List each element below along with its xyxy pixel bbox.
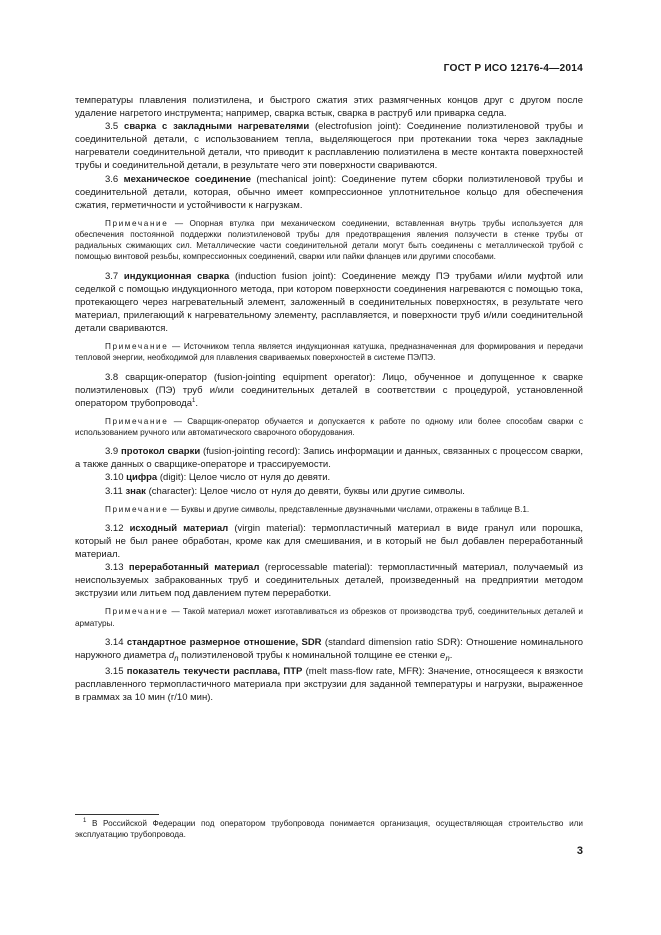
footnote xyxy=(75,818,583,841)
footnote-reference[interactable]: 1 xyxy=(192,397,196,404)
symbol-e: e xyxy=(440,649,446,661)
clause-3-8 xyxy=(75,371,583,410)
clause-3-5 xyxy=(75,120,583,172)
footnote-text: В Российской Федерации под оператором трубопровода понимается организация, осуществляющая строительство или эксплуатацию трубопровода. xyxy=(75,819,584,840)
clause-term-plain: сварщик-оператор xyxy=(125,371,207,383)
clause-3-12 xyxy=(75,522,583,561)
note-text: — Опорная втулка при механическом соединении, вставленная внутрь трубы используется для обеспечения постоянной поддержки полиэтиленовой трубы для предотвращения явления ползучести в стенке трубы от радиальных сжимающих сил. Металлические части соединительной детали могут быть соединены с металлической трубой с помощью винтовой резьбы, компрессионных соединений, сварки или пайки фланцев или другими способами. xyxy=(75,218,583,262)
clause-term: знак xyxy=(125,485,146,497)
clause-text: (fusion-jointing record): Запись информации и данных, связанных с процессом сварки, а также данных о сварщике-операторе и трассируемости. xyxy=(75,446,583,471)
clause-text: (induction fusion joint): Соединение между ПЭ трубами и/или муфтой или седелкой с помощью индукционного метода, при котором поверхности соединения нагреваются с помощью тока, протекающего через нагревательный элемент, заложенный в соединительных поверхностях, в результате чего материал, прилегающий к нагревательному элементу, расплавляется, и поверхности труб и/или соединительной детали свариваются. xyxy=(75,270,584,335)
clause-3-9 xyxy=(75,445,583,471)
clause-number: 3.10 xyxy=(105,472,124,484)
clause-number: 3.15 xyxy=(105,665,124,677)
note-label: Примечание xyxy=(105,416,169,426)
note-text: — Буквы и другие символы, представленные двузначными числами, отражены в таблице В.1. xyxy=(170,504,530,514)
note-label: Примечание xyxy=(105,504,169,514)
clause-number: 3.8 xyxy=(105,371,119,383)
note-3-13 xyxy=(75,606,583,628)
symbol-subscript-n: n xyxy=(174,653,179,663)
clause-number: 3.7 xyxy=(105,270,119,282)
clause-term: показатель текучести расплава, ПТР xyxy=(126,665,303,677)
clause-3-11 xyxy=(75,485,583,498)
document-body xyxy=(75,94,583,704)
clause-3-6 xyxy=(75,173,583,212)
clause-term: цифра xyxy=(126,472,158,484)
note-text: — Источником тепла является индукционная катушка, предназначенная для формирования и передачи тепловой энергии, необходимой для плавления свариваемых поверхностей в системе ПЭ/ПЭ. xyxy=(75,342,583,363)
clause-term: механическое соединение xyxy=(123,173,252,185)
clause-3-10 xyxy=(75,471,583,484)
clause-text: (mechanical joint): Соединение путем сборки полиэтиленовой трубы и соединительной детали, которая, обычно имеет компрессионное уплотнительное кольцо для обеспечения сжатия, герметичности и устойчивости к нагрузкам. xyxy=(75,173,583,211)
note-text: — Сварщик-оператор обучается и допускается к работе по одному или более способам сварки с использованием ручного или автоматического сварочного оборудования. xyxy=(75,416,583,438)
clause-end: . xyxy=(449,649,453,661)
continuation-paragraph: температуры плавления полиэтилена, и быстрого сжатия этих размягченных концов друг с другом после удаление нагретого инструмента; например, сварка встык, сварка в раструб или приварка седла. xyxy=(75,95,583,120)
symbol-d: d xyxy=(168,649,175,661)
clause-number: 3.11 xyxy=(105,485,123,497)
clause-text: (virgin material): термопластичный материал в виде гранул или порошка, который не был ранее обработан, кроме как для смешивания, и в который не был добавлен переработанный материал. xyxy=(75,522,584,560)
clause-text: (digit): Целое число от нуля до девяти. xyxy=(159,472,331,484)
clause-term: стандартное размерное отношение, SDR xyxy=(126,636,322,648)
clause-number: 3.12 xyxy=(105,522,124,534)
clause-3-14 xyxy=(75,636,583,665)
clause-text-cont: полиэтиленовой трубы к номинальной толщине ее стенки xyxy=(181,649,438,661)
clause-term: переработанный материал xyxy=(128,562,260,574)
clause-text: (fusion-jointing equipment operator): Лицо, обученное и допущенное к сварке полиэтиленовых (ПЭ) труб и/или соединительных деталей в соответствии с процедурой, установленной оператором трубопровода xyxy=(75,371,583,409)
clause-number: 3.9 xyxy=(105,446,119,458)
note-3-8 xyxy=(75,416,583,438)
note-label: Примечание xyxy=(105,607,169,617)
clause-text: (electrofusion joint): Соединение полиэтиленовой трубы и соединительной детали, с использованием тепла, выделяющегося при протекании тока через закладные нагреватели соединительной детали, что приводит к расплавлению полиэтилена в месте контакта поверхностей трубы и соединительной детали, в результате чего эти поверхности свариваются. xyxy=(75,121,584,172)
footnote-separator xyxy=(75,814,159,815)
footnote-number: 1 xyxy=(83,818,87,824)
symbol-subscript-n: n xyxy=(445,653,450,663)
clause-term: индукционная сварка xyxy=(123,270,230,282)
note-label: Примечание xyxy=(105,218,169,228)
note-3-7 xyxy=(75,341,583,363)
clause-3-13 xyxy=(75,561,583,600)
note-text: — Такой материал может изготавливаться из обрезков от производства труб, соединительных деталей и арматуры. xyxy=(75,607,583,628)
clause-text: (melt mass-flow rate, MFR): Значение, относящееся к вязкости расплавленного термопластичного материала при экструзии для заданной температуры и нагрузки, выраженное в граммах за 10 мин (г/10 мин). xyxy=(75,665,584,704)
clause-term: исходный материал xyxy=(129,522,229,534)
clause-text: (standard dimension ratio SDR): Отношение номинального наружного диаметра xyxy=(75,636,583,661)
clause-number: 3.13 xyxy=(105,562,124,574)
clause-number: 3.14 xyxy=(105,636,124,648)
note-3-6 xyxy=(75,218,583,263)
standard-code-header: ГОСТ Р ИСО 12176-4—2014 xyxy=(443,63,583,74)
clause-3-15 xyxy=(75,665,583,704)
clause-term: сварка с закладными нагревателями xyxy=(124,121,310,133)
clause-3-7 xyxy=(75,270,583,335)
note-label: Примечание xyxy=(105,342,169,352)
clause-text: (character): Целое число от нуля до девяти, буквы или другие символы. xyxy=(148,485,465,497)
clause-end: . xyxy=(195,397,198,409)
note-3-11 xyxy=(75,504,583,515)
clause-text: (reprocessable material): термопластичный материал, получаемый из неиспользуемых забракованных труб и соединительных деталей, произведенный на предприятии методом экструзии или литьем под давлением путем переработки. xyxy=(75,562,583,600)
page-number: 3 xyxy=(576,845,583,857)
clause-number: 3.5 xyxy=(105,121,119,133)
clause-number: 3.6 xyxy=(105,173,119,185)
clause-term: протокол сварки xyxy=(121,446,201,458)
